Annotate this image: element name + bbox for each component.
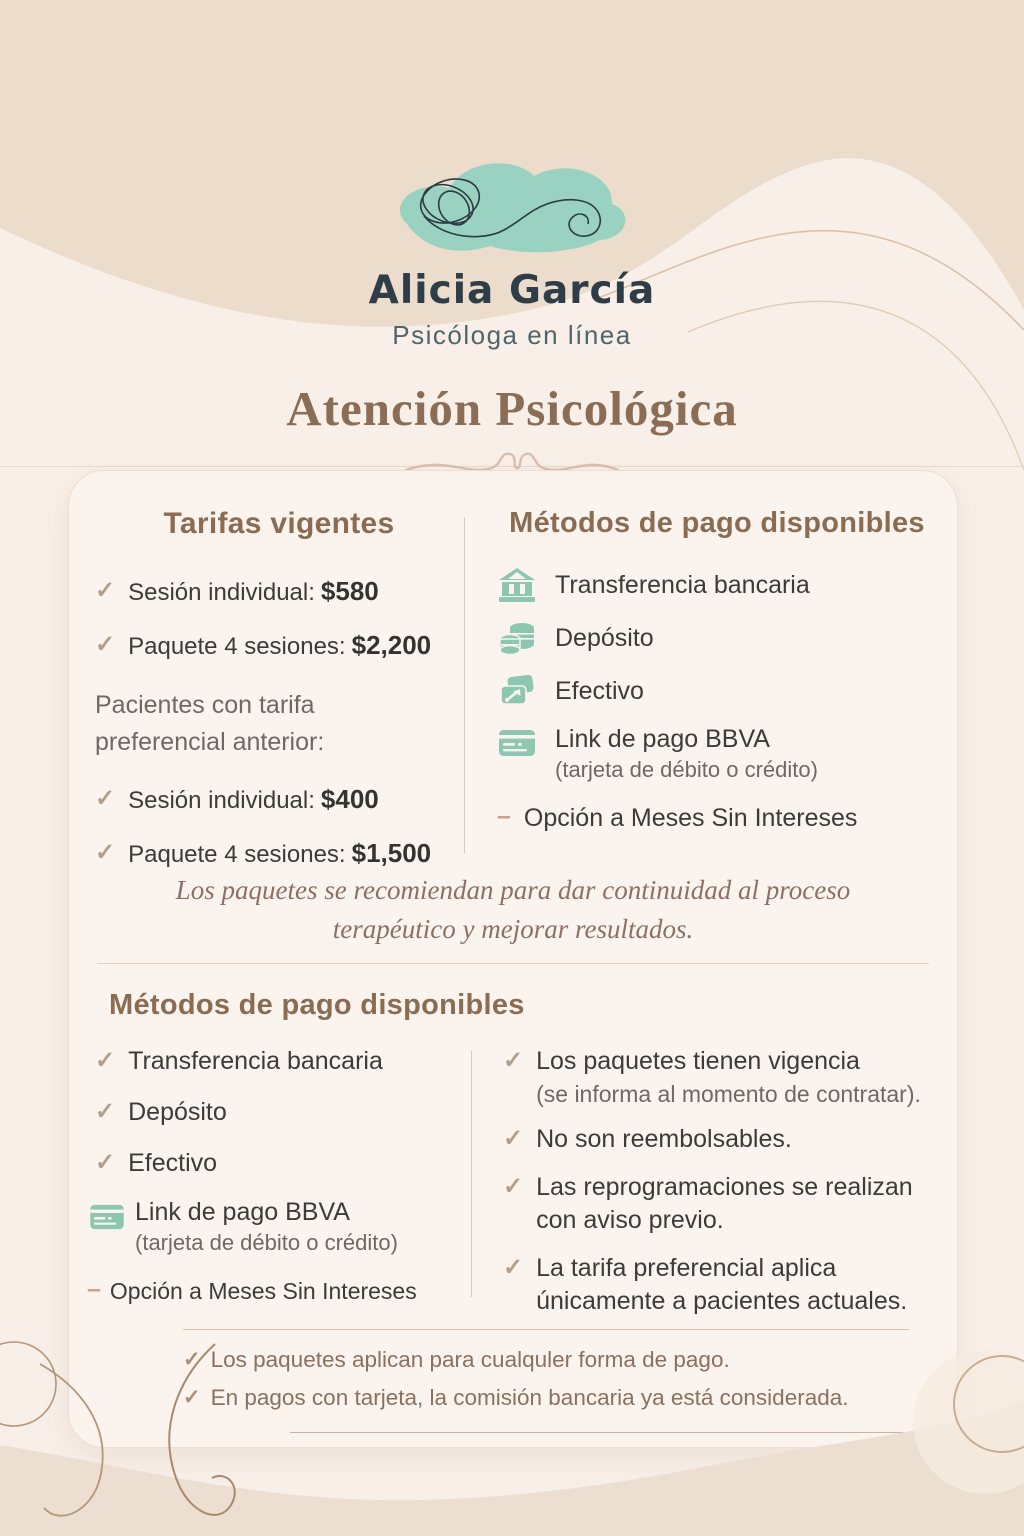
msi-label: Opción a Meses Sin Intereses [109, 1278, 417, 1304]
payment-item [95, 1096, 469, 1128]
tarifa-item [95, 783, 465, 817]
msi-row [497, 802, 937, 834]
logo-name: Alicia García [368, 268, 656, 313]
check-icon: ✓ [95, 577, 116, 604]
payment-label: Link de pago BBVA [135, 1198, 350, 1226]
payment-item [89, 1198, 469, 1256]
payment-method-row [497, 672, 937, 710]
pricing-card [68, 470, 958, 1448]
check-icon: ✓ [503, 1047, 524, 1074]
payment-methods-heading: Métodos de pago disponibles [509, 507, 925, 539]
policy-sub: (se informa al momento de contratar). [536, 1081, 921, 1107]
payment-method-label: Efectivo [555, 676, 644, 705]
payment-method-sub: (tarjeta de débito o crédito) [555, 757, 818, 782]
policy-text: No son reembolsables. [536, 1125, 792, 1153]
payment-method-row [497, 725, 937, 783]
check-icon: ✓ [95, 631, 116, 658]
bank-icon [498, 568, 536, 602]
payment-label: Depósito [128, 1098, 227, 1126]
logo [0, 148, 1024, 351]
tarifa-price: $580 [320, 576, 379, 606]
check-icon: ✓ [503, 1125, 524, 1152]
payment-method-row [497, 566, 937, 604]
payment-methods2-left [87, 1045, 469, 1307]
tarifas-section [93, 507, 465, 871]
column-divider [471, 1051, 472, 1297]
payment-item [95, 1045, 469, 1077]
tarifa-item [95, 837, 465, 871]
cash-icon [499, 675, 535, 707]
payment-label: Efectivo [128, 1149, 218, 1177]
payment-method-row [497, 619, 937, 657]
dash-icon: – [497, 802, 511, 830]
section-divider [97, 963, 929, 964]
logo-scribble-cloud-icon [362, 148, 662, 266]
check-icon: ✓ [503, 1254, 524, 1281]
tarifa-item [95, 575, 465, 609]
page-title: Atención Psicológica [286, 381, 738, 436]
credit-card-icon [498, 729, 536, 757]
msi-row [87, 1275, 469, 1307]
bottom-wave-decoration [0, 1336, 1024, 1536]
tarifa-price: $400 [320, 784, 379, 814]
payment-methods2-heading: Métodos de pago disponibles [109, 989, 525, 1021]
policy-text: Los paquetes tienen vigencia [536, 1047, 860, 1075]
tarifa-label: Paquete 4 sesiones: [128, 633, 346, 660]
payment-label: Transferencia bancaria [128, 1047, 383, 1075]
policy-text: Las reprogramaciones se realizan con aviso previo. [536, 1173, 913, 1234]
dash-icon: – [87, 1275, 101, 1303]
footer-divider [183, 1329, 909, 1330]
footer-note-text: En pagos con tarjeta, la comisión bancaria ya está considerada. [210, 1385, 849, 1410]
credit-card-icon [89, 1204, 125, 1230]
check-icon: ✓ [95, 839, 116, 866]
tarifa-price: $1,500 [351, 838, 432, 868]
check-icon: ✓ [95, 1047, 116, 1074]
payment-method-label: Transferencia bancaria [555, 570, 810, 599]
msi-label: Opción a Meses Sin Intereses [523, 804, 858, 832]
tarifa-price: $2,200 [351, 630, 432, 660]
policies-section [503, 1045, 941, 1318]
coins-icon [499, 621, 535, 655]
policy-item [503, 1252, 941, 1318]
payment-method-label: Depósito [555, 623, 654, 652]
policy-text: La tarifa preferencial aplica únicamente a pacientes actuales. [536, 1254, 908, 1315]
tarifa-label: Paquete 4 sesiones: [128, 841, 346, 868]
check-icon: ✓ [95, 785, 116, 812]
payment-method-label: Link de pago BBVA [555, 725, 770, 753]
payment-sub: (tarjeta de débito o crédito) [135, 1230, 398, 1255]
policy-item [503, 1123, 941, 1156]
tarifas-heading: Tarifas vigentes [163, 507, 395, 540]
check-icon: ✓ [183, 1348, 201, 1371]
check-icon: ✓ [183, 1386, 201, 1409]
policy-item [503, 1045, 941, 1108]
check-icon: ✓ [95, 1149, 116, 1176]
payment-methods-section [497, 507, 937, 834]
policy-item [503, 1171, 941, 1237]
payment-item [95, 1147, 469, 1179]
check-icon: ✓ [503, 1173, 524, 1200]
preferential-note: Pacientes con tarifa preferencial anterior: [95, 691, 325, 756]
check-icon: ✓ [95, 1098, 116, 1125]
tarifa-label: Sesión individual: [128, 579, 315, 606]
tarifa-label: Sesión individual: [128, 787, 315, 814]
column-divider [464, 517, 465, 853]
packages-recommendation-note: Los paquetes se recomiendan para dar continuidad al proceso terapéutico y mejorar resultados. [175, 875, 851, 944]
tarifa-item [95, 629, 465, 663]
logo-tagline: Psicóloga en línea [392, 320, 632, 350]
footer-note-text: Los paquetes aplican para cualquler forma de pago. [210, 1347, 730, 1372]
